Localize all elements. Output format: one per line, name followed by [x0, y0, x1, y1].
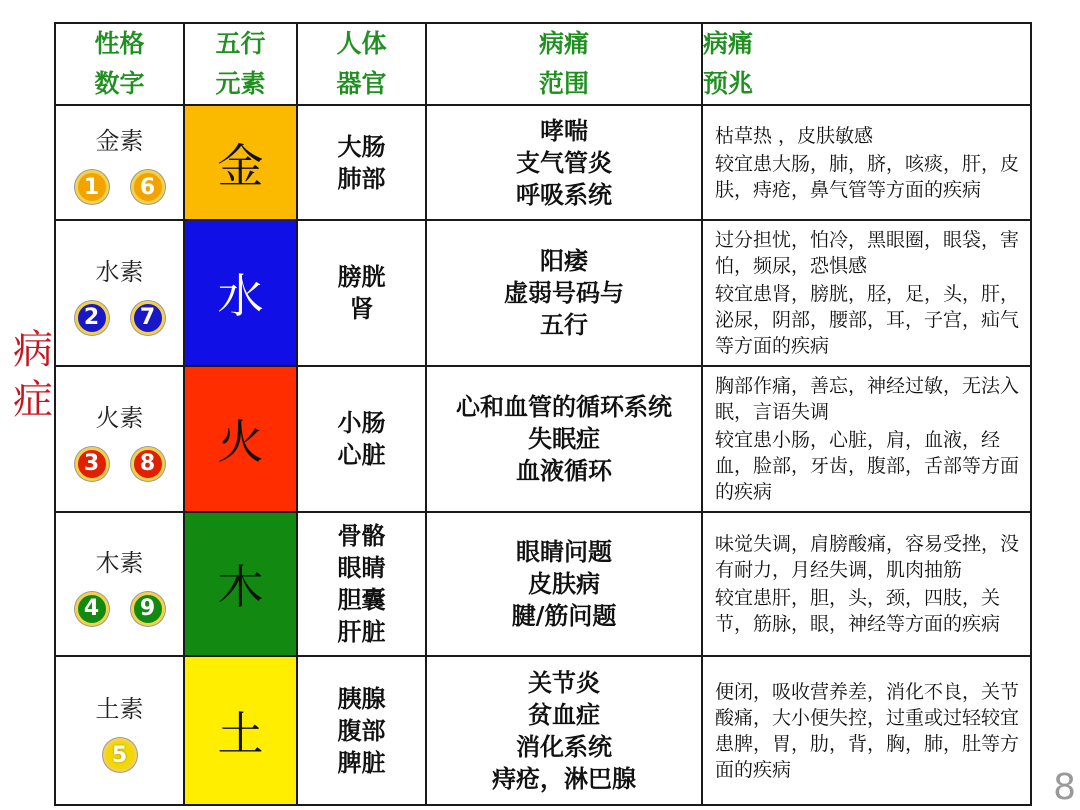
signs-cell: 便闭，吸收营养差，消化不良，关节酸痛，大小便失控，过重或过轻较宜患脾，胃，肋，背，胸，肺，肚等方面的疾病 — [702, 656, 1031, 805]
organ-cell: 大肠 肺部 — [297, 105, 426, 220]
organ-cell: 膀胱 肾 — [297, 220, 426, 366]
organ-cell: 胰腺 腹部 脾脏 — [297, 656, 426, 805]
element-cell: 土 — [184, 656, 297, 805]
number-badge: 8 — [131, 447, 165, 481]
number-badge: 9 — [131, 592, 165, 626]
five-elements-table — [54, 22, 1032, 806]
element-cell: 木 — [184, 512, 297, 656]
signs-cell: 味觉失调，肩膀酸痛，容易受挫，没有耐力，月经失调，肌肉抽筋 较宜患肝，胆，头，颈，四肢，关节，筋脉，眼，神经等方面的疾病 — [702, 512, 1031, 656]
element-cell: 水 — [184, 220, 297, 366]
trait-cell: 金素 1 6 — [55, 105, 184, 220]
number-badge: 4 — [75, 592, 109, 626]
number-badge: 3 — [75, 447, 109, 481]
table-row — [55, 512, 1031, 656]
table-row — [55, 220, 1031, 366]
header-signs: 病痛 预兆 — [702, 23, 1031, 105]
header-element: 五行 元素 — [184, 23, 297, 105]
organ-cell: 小肠 心脏 — [297, 366, 426, 512]
number-badge: 7 — [131, 301, 165, 335]
range-cell: 心和血管的循环系统 失眠症 血液循环 — [426, 366, 702, 512]
header-number: 性格 数字 — [55, 23, 184, 105]
table-row — [55, 366, 1031, 512]
table-row — [55, 656, 1031, 805]
trait-cell: 水素 2 7 — [55, 220, 184, 366]
range-cell: 关节炎 贫血症 消化系统 痔疮，淋巴腺 — [426, 656, 702, 805]
trait-cell: 木素 4 9 — [55, 512, 184, 656]
range-cell: 哮喘 支气管炎 呼吸系统 — [426, 105, 702, 220]
header-range: 病痛 范围 — [426, 23, 702, 105]
number-badge: 2 — [75, 301, 109, 335]
number-badge: 5 — [103, 738, 137, 772]
trait-cell: 火素 3 8 — [55, 366, 184, 512]
header-organ: 人体 器官 — [297, 23, 426, 105]
signs-cell: 枯草热 ，皮肤敏感 较宜患大肠，肺，脐，咳痰，肝，皮肤，痔疮，鼻气管等方面的疾病 — [702, 105, 1031, 220]
signs-cell: 过分担忧，怕冷，黑眼圈，眼袋，害怕，频尿，恐惧感 较宜患肾，膀胱，胫，足，头，肝，泌尿，阴部，腰部，耳，子宫，疝气等方面的疾病 — [702, 220, 1031, 366]
table-row — [55, 105, 1031, 220]
range-cell: 阳痿 虚弱号码与 五行 — [426, 220, 702, 366]
range-cell: 眼睛问题 皮肤病 腱/筋问题 — [426, 512, 702, 656]
trait-cell: 土素 5 — [55, 656, 184, 805]
number-badge: 1 — [75, 170, 109, 204]
signs-cell: 胸部作痛，善忘，神经过敏，无法入眠，言语失调 较宜患小肠，心脏，肩，血液，经血，脸部，牙齿，腹部，舌部等方面的疾病 — [702, 366, 1031, 512]
side-label-illness: 病 症 — [13, 327, 53, 423]
page-number: 8 — [1053, 767, 1076, 808]
number-badge: 6 — [131, 170, 165, 204]
header-row — [55, 23, 1031, 105]
organ-cell: 骨骼 眼睛 胆囊 肝脏 — [297, 512, 426, 656]
element-cell: 金 — [184, 105, 297, 220]
element-cell: 火 — [184, 366, 297, 512]
